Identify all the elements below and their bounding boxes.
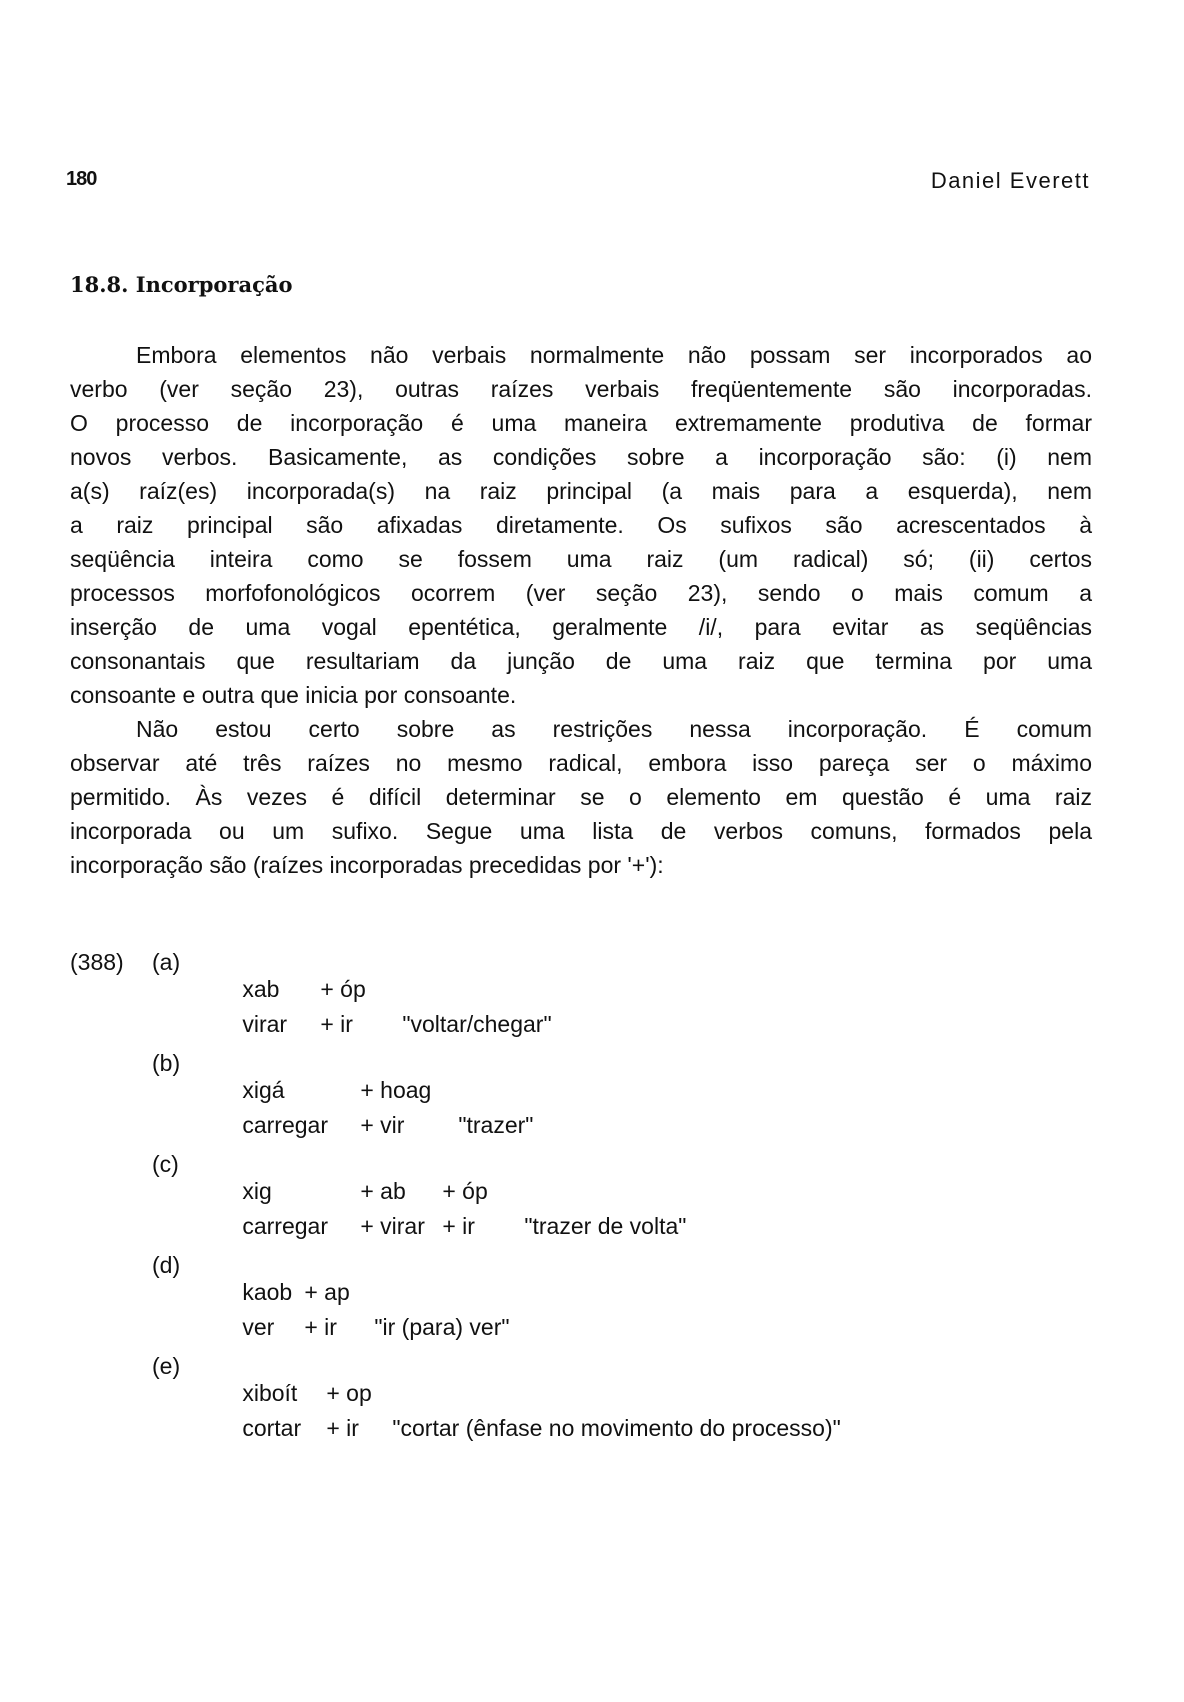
gloss: cortar — [242, 1415, 302, 1441]
gloss: + ir — [326, 1415, 359, 1441]
morpheme: xig — [242, 1178, 272, 1204]
morpheme: + óp — [320, 976, 366, 1002]
morpheme: xab — [242, 976, 280, 1002]
gloss: carregar — [242, 1112, 328, 1138]
text-line: O processo de incorporação é uma maneira extremamente produtiva de formar — [70, 410, 1092, 436]
text-line: permitido. Às vezes é difícil determinar se o elemento em questão é uma raiz — [70, 784, 1092, 810]
gloss: carregar — [242, 1213, 328, 1239]
gloss: + virar — [360, 1213, 425, 1239]
example-label: (b) — [152, 1050, 181, 1076]
example-label: (d) — [152, 1252, 181, 1278]
gloss: virar — [242, 1011, 288, 1037]
gloss-row — [204, 1388, 841, 1469]
paragraph-1 — [70, 338, 1092, 712]
example-388 — [70, 949, 1070, 1454]
morpheme: + hoag — [360, 1077, 432, 1103]
morpheme: + ab — [360, 1178, 406, 1204]
text-line: Embora elementos não verbais normalmente não possam ser incorporados ao — [136, 342, 1092, 368]
translation: "trazer de volta" — [524, 1213, 687, 1239]
morpheme: xigá — [242, 1077, 285, 1103]
page-number: 180 — [66, 168, 97, 190]
morpheme: kaob — [242, 1279, 293, 1305]
text-line: verbo (ver seção 23), outras raízes verbais freqüentemente são incorporadas. — [70, 376, 1092, 402]
text-line: consonantais que resultariam da junção de uma raiz que termina por uma — [70, 648, 1092, 674]
example-item-b — [70, 1050, 1070, 1151]
translation: "cortar (ênfase no movimento do processo)" — [392, 1415, 841, 1441]
text-line: observar até três raízes no mesmo radical, embora isso pareça ser o máximo — [70, 750, 1092, 776]
gloss: ver — [242, 1314, 275, 1340]
running-head-author: Daniel Everett — [930, 168, 1090, 193]
body-text — [70, 338, 1092, 882]
section-heading: 18.8. Incorporação — [70, 272, 293, 297]
example-number: (388) — [70, 949, 124, 975]
gloss: + ir — [304, 1314, 337, 1340]
text-line: seqüência inteira como se fossem uma raiz (um radical) só; (ii) certos — [70, 546, 1092, 572]
translation: "voltar/chegar" — [402, 1011, 552, 1037]
morpheme: + ap — [304, 1279, 350, 1305]
morpheme: xiboít — [242, 1380, 298, 1406]
text-line: processos morfofonológicos ocorrem (ver seção 23), sendo o mais comum a — [70, 580, 1092, 606]
page-header — [66, 168, 1090, 198]
text-line: a raiz principal são afixadas diretamente. Os sufixos são acrescentados à — [70, 512, 1092, 538]
text-line: inserção de uma vogal epentética, geralmente /i/, para evitar as seqüências — [70, 614, 1092, 640]
paragraph-2 — [70, 712, 1092, 882]
gloss: + ir — [442, 1213, 475, 1239]
text-line: Não estou certo sobre as restrições nessa incorporação. É comum — [136, 716, 1092, 742]
text-line: incorporação são (raízes incorporadas precedidas por '+'): — [70, 852, 664, 878]
text-line: novos verbos. Basicamente, as condições sobre a incorporação são: (i) nem — [70, 444, 1092, 470]
example-label: (c) — [152, 1151, 179, 1177]
gloss: + vir — [360, 1112, 405, 1138]
gloss: + ir — [320, 1011, 353, 1037]
translation: "trazer" — [458, 1112, 534, 1138]
translation: "ir (para) ver" — [374, 1314, 510, 1340]
text-line: incorporada ou um sufixo. Segue uma lista de verbos comuns, formados pela — [70, 818, 1092, 844]
example-label: (a) — [152, 949, 181, 975]
example-item-c — [70, 1151, 1070, 1252]
text-line: a(s) raíz(es) incorporada(s) na raiz principal (a mais para a esquerda), nem — [70, 478, 1092, 504]
example-label: (e) — [152, 1353, 181, 1379]
example-item-a — [70, 949, 1070, 1050]
example-item-d — [70, 1252, 1070, 1353]
text-line: consoante e outra que inicia por consoante. — [70, 682, 517, 708]
morpheme: + óp — [442, 1178, 488, 1204]
example-item-e — [70, 1353, 1070, 1454]
morpheme: + op — [326, 1380, 372, 1406]
